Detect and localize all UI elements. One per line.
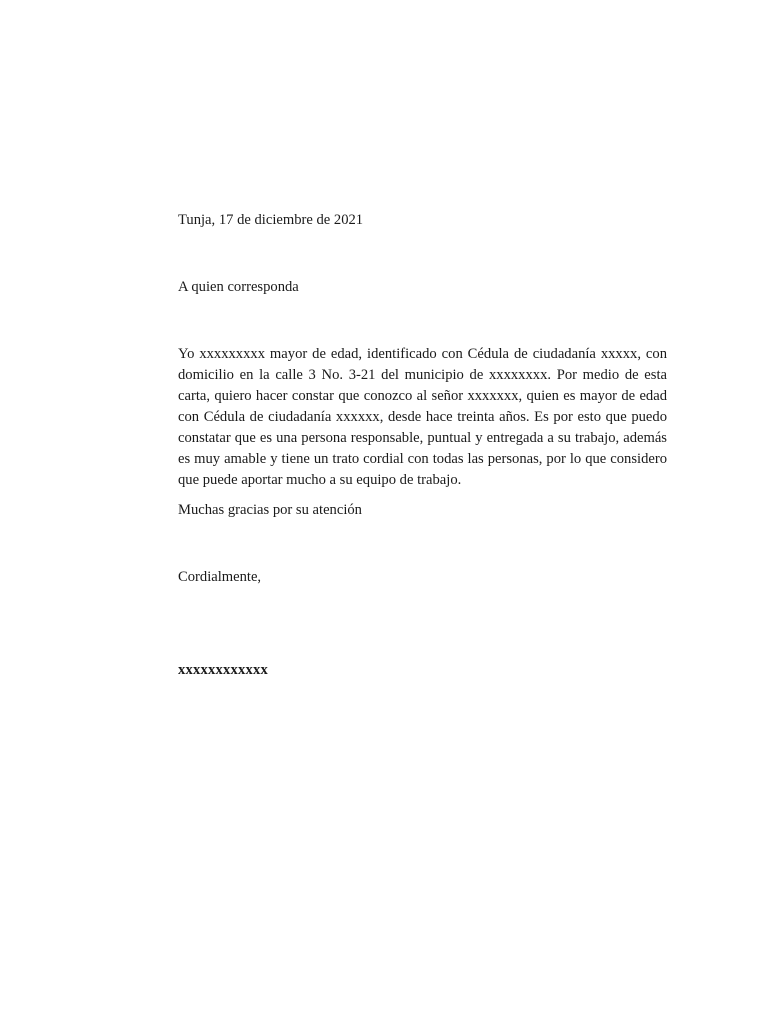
- letter-body: Yo xxxxxxxxx mayor de edad, identificado con Cédula de ciudadanía xxxxx, con domicilio en la calle 3 No. 3-21 del municipio de xxxxxxxx. Por medio de esta carta, quiero hacer constar que conozco al señor xxxxxxx, quien es mayor de edad con Cédula de ciudadanía xxxxxx, desde hace treinta años. Es por esto que puedo constatar que es una persona responsable, puntual y entregada a su trabajo, además es muy amable y tiene un trato cordial con todas las personas, por lo que considero que puede aportar mucho a su equipo de trabajo.: [178, 346, 667, 488]
- letter-greeting: A quien corresponda: [178, 279, 299, 295]
- letter-thanks: Muchas gracias por su atención: [178, 502, 362, 518]
- letter-signature: xxxxxxxxxxxx: [178, 662, 268, 678]
- letter-date: Tunja, 17 de diciembre de 2021: [178, 212, 364, 228]
- letter-closing: Cordialmente,: [178, 569, 262, 585]
